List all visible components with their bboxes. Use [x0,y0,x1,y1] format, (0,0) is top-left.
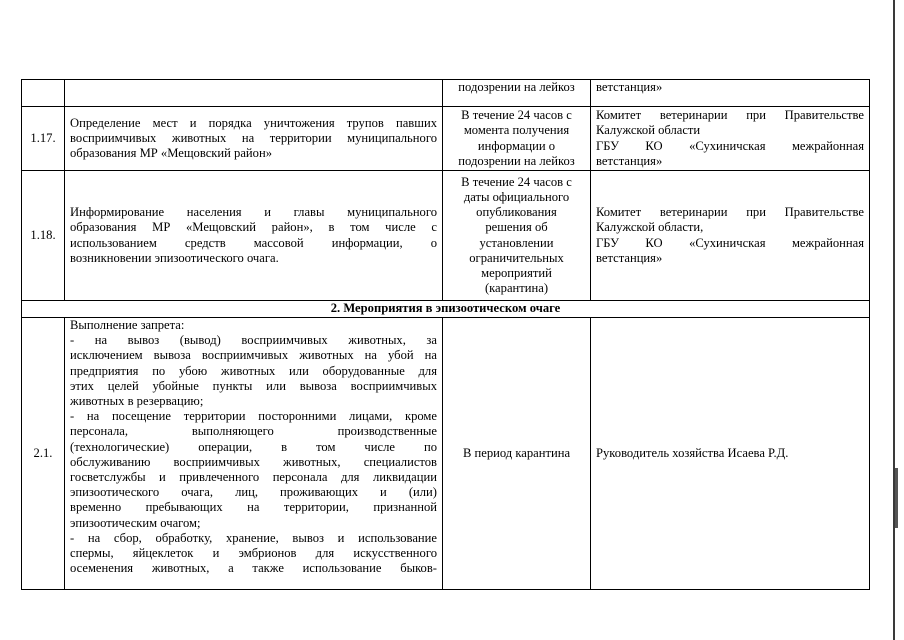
measures-table [21,79,870,590]
task-cell [65,171,443,301]
responsible-line: ГБУ КО «Сухиничская межрайонная [596,138,864,153]
deadline-line: решения об [485,220,548,235]
task-line: Выполнение запрета: [70,318,185,332]
task-cell [65,80,443,107]
task-line: использованием средств массовой информации, о [70,235,437,250]
scan-edge-artifact [895,468,898,528]
deadline-line: подозрении на лейкоз [458,153,575,168]
task-line: исключением вывоза восприимчивых животных на убой на [70,348,437,363]
row-number: 2.1. [22,318,65,590]
responsible-cell [591,80,870,107]
responsible-line: ГБУ КО «Сухиничская межрайонная [596,235,864,250]
deadline-line: В течение 24 часов с [461,174,572,189]
task-line: восприимчивых животных на территории муниципального [70,130,437,145]
deadline-text: В период карантина [462,445,571,460]
task-line: - на вывоз (вывод) восприимчивых животных, за [70,333,437,348]
deadline-line: информации о [477,138,556,153]
deadline-line: мероприятий [481,265,552,280]
deadline-cell [443,171,591,301]
responsible-line: Калужской области, [596,220,704,235]
task-line: образования МР «Мещовский район», в том числе с [70,220,437,235]
deadline-line: опубликования [476,205,557,220]
task-line: Определение мест и порядка уничтожения трупов павших [70,115,437,130]
deadline-line: даты официального [463,189,570,204]
task-line: животных в резервацию; [70,394,204,409]
deadline-line: В течение 24 часов с [461,108,572,123]
task-line: госветслужбы и привлеченного персонала для ликвидации [70,470,437,485]
table-row-1-18 [22,171,870,301]
task-line: (технологические) операции, в том числе по [70,439,437,454]
deadline-line: ограничительных [469,250,564,265]
table-row-continuation [22,80,870,107]
deadline-cell [443,318,591,590]
task-line: - на сбор, обработку, хранение, вывоз и использование [70,530,437,545]
row-number: 1.18. [22,171,65,301]
responsible-cell [591,107,870,171]
responsible-line: ветстанция» [596,153,663,168]
task-line: эпизоотического очага, лиц, проживающих и (или) [70,485,437,500]
task-line: Информирование населения и главы муниципального [70,205,437,220]
task-line: осеменения животных, а также использование быков- [70,561,437,576]
responsible-line: ветстанция» [596,250,663,265]
task-cell [65,107,443,171]
responsible-line: Комитет ветеринарии при Правительстве [596,205,864,220]
deadline-line: (карантина) [484,281,549,296]
task-line: - на посещение территории посторонними лицами, кроме [70,409,437,424]
responsible-cell [591,318,870,590]
task-line: возникновении эпизоотического очага. [70,250,279,265]
responsible-line: Калужской области [596,123,701,138]
deadline-line: момента получения [463,123,570,138]
row-number: 1.17. [22,107,65,171]
deadline-line: установлении [479,235,554,250]
deadline-cell [443,107,591,171]
responsible-cell [591,171,870,301]
responsible-line: Комитет ветеринарии при Правительстве [596,108,864,123]
scan-edge-line [893,0,895,640]
number-cell [22,80,65,107]
deadline-text: подозрении на лейкоз [458,80,575,94]
deadline-cell [443,80,591,107]
task-line: этих целей убойные пункты или вывоза восприимчивых [70,378,437,393]
task-line: спермы, яйцеклеток и эмбрионов для искусственного [70,546,437,561]
responsible-text: Руководитель хозяйства Исаева Р.Д. [596,445,789,460]
table-row-section-2 [22,301,870,318]
task-line: временно пребывающих на территории, признанной [70,500,437,515]
task-line: предприятия по убою животных или оборудованные для [70,363,437,378]
task-line: обслуживанию восприимчивых животных, специалистов [70,454,437,469]
task-cell [65,318,443,590]
task-line: образования МР «Мещовский район» [70,146,273,161]
task-line: эпизоотическим очагом; [70,515,201,530]
table-row-1-17 [22,107,870,171]
table-row-2-1 [22,318,870,590]
responsible-text: ветстанция» [596,80,663,94]
section-title: 2. Мероприятия в эпизоотическом очаге [22,301,870,318]
task-line: персонала, выполняющего производственные [70,424,437,439]
